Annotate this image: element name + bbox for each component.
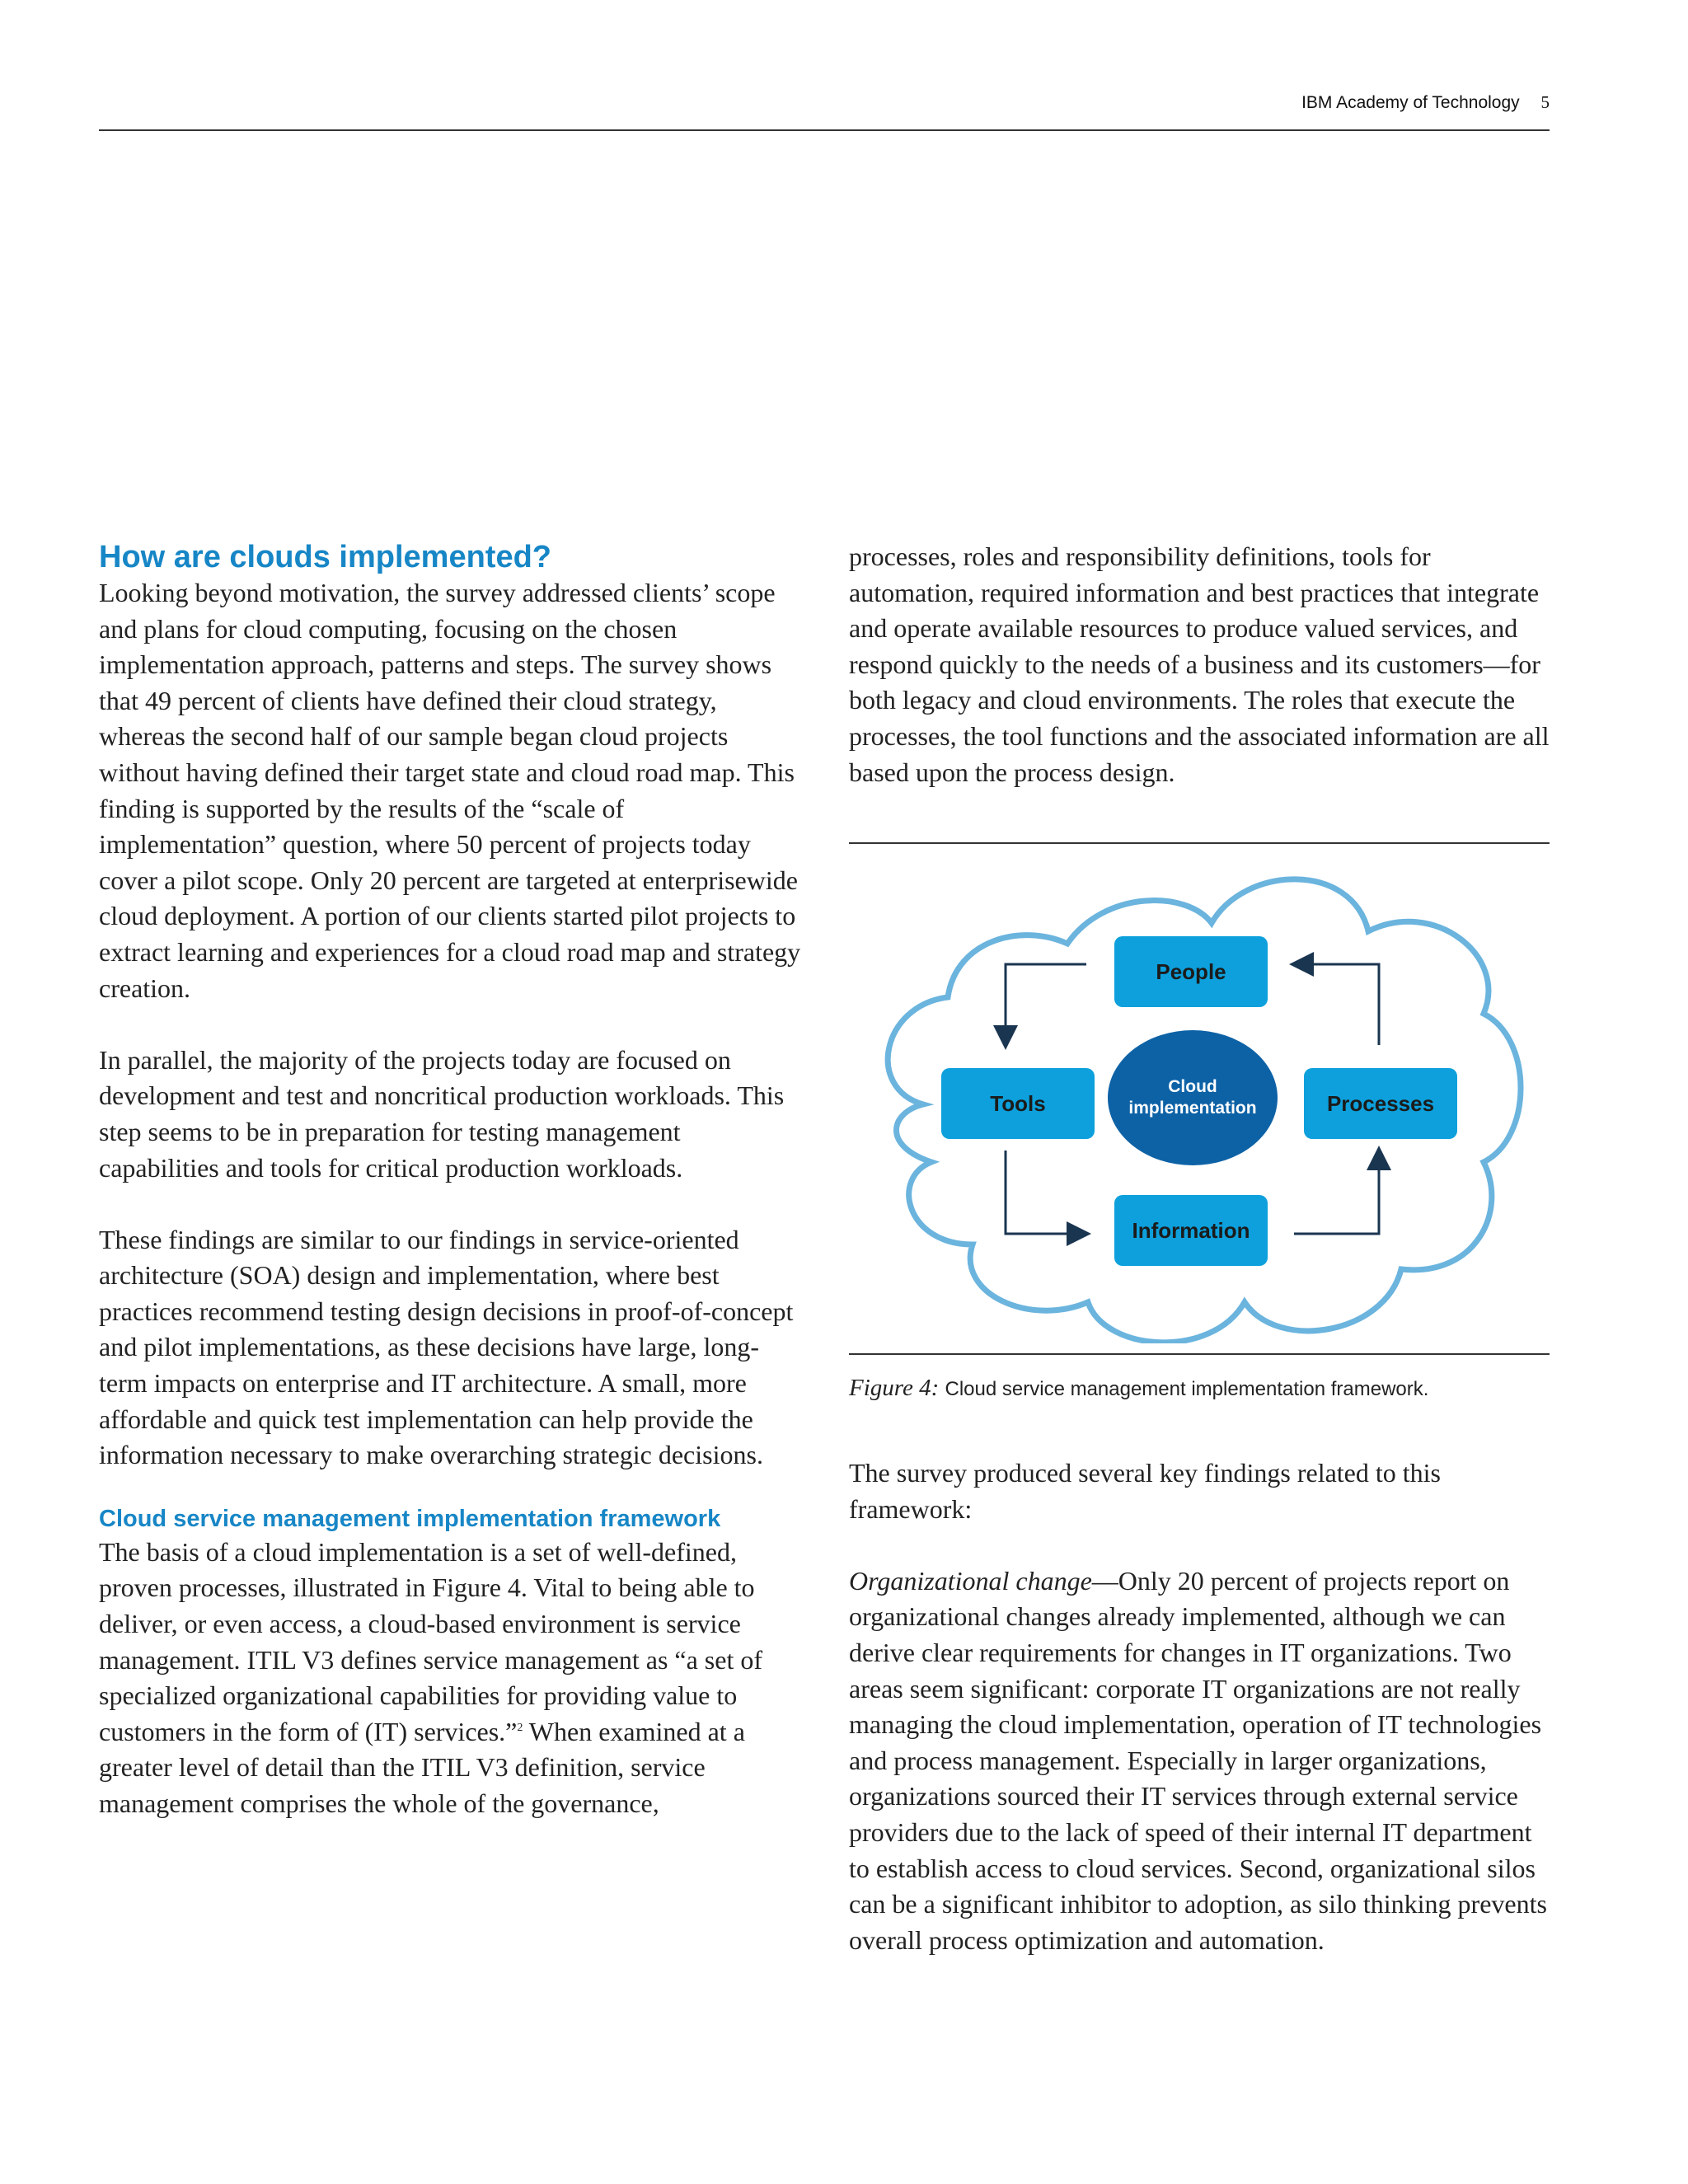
node-tools: Tools [941, 1068, 1095, 1139]
finding-label: Organizational change [849, 1565, 1092, 1596]
footnote-marker: 2 [517, 1721, 523, 1734]
left-column [99, 539, 801, 1822]
body-paragraph: In parallel, the majority of the projects today are focused on development and test and noncritical production workloads. This step seems to be in preparation for testing management capabilities and tools for critical production workloads. [99, 1044, 785, 1183]
figure-caption [849, 1375, 1428, 1402]
center-label-line1: Cloud [1168, 1077, 1217, 1096]
body-paragraph: processes, roles and responsibility definitions, tools for automation, required information and best practices that integrate and operate available resources to produce valued services, and respond quickly to the needs of a business and its customers—for both legacy and cloud environments. The roles that execute the processes, the tool functions and the associated information are all based upon the process design. [849, 541, 1550, 787]
body-paragraph [99, 1535, 801, 1822]
section-heading: How are clouds implemented? [99, 540, 551, 574]
figure-label: Figure 4: [849, 1375, 940, 1401]
center-label-line2: implementation [1128, 1099, 1257, 1118]
node-processes: Processes [1304, 1068, 1457, 1139]
header-rule [99, 129, 1550, 131]
figure-top-rule [849, 842, 1550, 844]
subsection-heading: Cloud service management implementation framework [99, 1505, 721, 1532]
body-paragraph [849, 1563, 1550, 1959]
page-number: 5 [1540, 92, 1550, 112]
right-column-top [849, 539, 1550, 790]
right-column-bottom [849, 1455, 1550, 1958]
framework-diagram [857, 865, 1533, 1343]
paragraph-text: When examined at a greater level of detail than the ITIL V3 definition, service management comprises the whole of the governance, [99, 1716, 745, 1818]
running-header [0, 92, 1550, 113]
paragraph-text: The basis of a cloud implementation is a set of well-defined, proven processes, illustrated in Figure 4. Vital to being able to deliver, or even access, a cloud-based environment is service management. ITIL V3 defines service management as “a set of specialized organizational capabilities for providing value to customers in the form of (IT) services.” [99, 1536, 762, 1746]
figure-bottom-rule [849, 1353, 1550, 1355]
node-cloud-implementation [1108, 1030, 1278, 1165]
node-information: Information [1114, 1195, 1268, 1266]
body-paragraph: The survey produced several key findings related to this framework: [849, 1458, 1441, 1524]
node-people: People [1114, 936, 1268, 1007]
paragraph-text: —Only 20 percent of projects report on organizational changes already implemented, although we can derive clear requirements for changes in IT organizations. Two areas seem significant: corporate IT organizations are not really managing the cloud implementation, operation of IT technologies and process management. Especially in larger organizations, organizations sourced their IT services through external service providers due to the lack of speed of their internal IT department to establish access to cloud services. Second, organizational silos can be a significant inhibitor to adoption, as silo thinking prevents overall process optimization and automation. [849, 1565, 1547, 1955]
publication-title: IBM Academy of Technology [1301, 93, 1520, 112]
figure-caption-text: Cloud service management implementation framework. [945, 1378, 1429, 1400]
body-paragraph: Looking beyond motivation, the survey addressed clients’ scope and plans for cloud computing, focusing on the chosen implementation approach, patterns and steps. The survey shows that 49 percent of clients have defined their cloud strategy, whereas the second half of our sample began cloud projects without having defined their target state and cloud road map. This finding is supported by the results of the “scale of implementation” question, where 50 percent of projects today cover a pilot scope. Only 20 percent are targeted at enterprisewide cloud deployment. A portion of our clients started pilot projects to extract learning and experiences for a cloud road map and strategy creation. [99, 578, 801, 1003]
body-paragraph: These findings are similar to our findings in service-oriented architecture (SOA) design and implementation, where best practices recommend testing design decisions in proof-of-concept and pilot implementations, as these decisions have large, long-term impacts on enterprise and IT architecture. A small, more affordable and quick test implementation can help provide the information necessary to make overarching strategic decisions. [99, 1224, 794, 1470]
